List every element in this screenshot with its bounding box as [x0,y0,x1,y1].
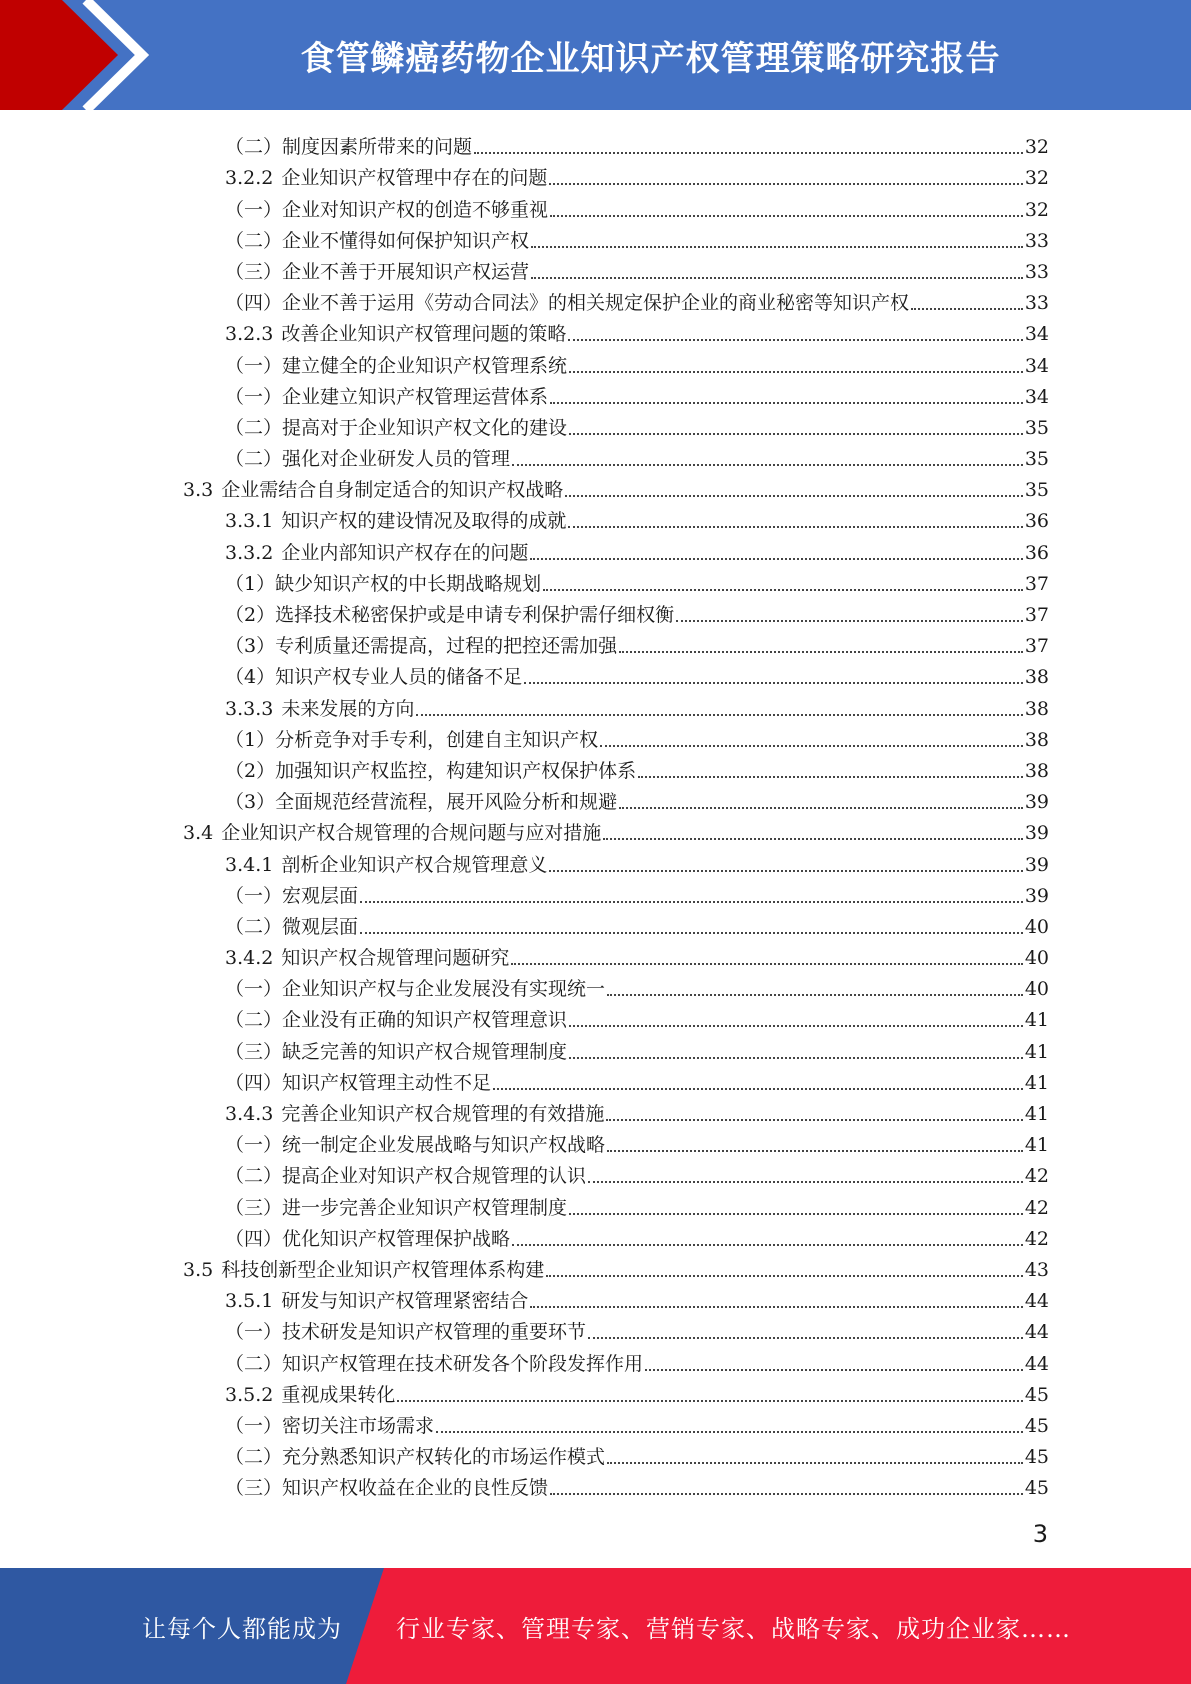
toc-dot-leader [606,1113,1022,1121]
toc-entry[interactable] [0,1282,1191,1313]
toc-entry-page: 41 [1024,1134,1049,1157]
toc-dot-leader [569,1207,1023,1215]
toc-entry-page: 41 [1024,1009,1049,1032]
toc-dot-leader [543,583,1023,591]
toc-entry-page: 40 [1024,915,1049,938]
toc-entry-title: （二）提高对于企业知识产权文化的建设 [225,416,568,439]
toc-entry-title: （一）企业建立知识产权管理运营体系 [225,385,549,408]
toc-entry[interactable] [0,814,1191,845]
toc-dot-leader [546,1269,1023,1277]
toc-dot-leader [569,427,1023,435]
toc-dot-leader [607,1456,1023,1464]
toc-entry-page: 33 [1024,229,1049,252]
table-of-contents [0,128,1191,1500]
toc-entry[interactable] [0,689,1191,720]
toc-entry-title: （3）专利质量还需提高，过程的把控还需加强 [225,635,618,658]
toc-entry-page: 39 [1024,853,1049,876]
toc-entry[interactable] [0,970,1191,1001]
toc-entry-page: 44 [1024,1352,1049,1375]
toc-dot-leader [600,739,1023,747]
toc-dot-leader [619,645,1023,653]
toc-entry[interactable] [0,1407,1191,1438]
toc-entry-title: （一）企业知识产权与企业发展没有实现统一 [225,978,606,1001]
toc-entry-page: 43 [1024,1258,1049,1281]
toc-entry[interactable] [0,502,1191,533]
toc-entry-page: 40 [1024,947,1049,970]
toc-entry-page: 45 [1024,1477,1049,1500]
toc-entry[interactable] [0,1344,1191,1375]
toc-dot-leader [569,1019,1023,1027]
toc-entry[interactable] [0,253,1191,284]
toc-entry-title: （二）提高企业对知识产权合规管理的认识 [225,1165,587,1188]
toc-entry-page: 39 [1024,884,1049,907]
toc-entry-title: 知识产权的建设情况及取得的成就 [281,510,567,533]
toc-entry[interactable] [0,440,1191,471]
toc-dot-leader [607,1144,1023,1152]
chevron-arrow-icon [0,0,160,110]
toc-entry-number: 3.5 [183,1258,214,1281]
toc-entry-number: 3.2.2 [225,167,274,190]
toc-entry-title: （一）建立健全的企业知识产权管理系统 [225,354,568,377]
toc-dot-leader [524,676,1023,684]
toc-entry-title: （四）企业不善于运用《劳动合同法》的相关规定保护企业的商业秘密等知识产权 [225,292,910,315]
toc-entry[interactable] [0,471,1191,502]
toc-entry-title: （一）技术研发是知识产权管理的重要环节 [225,1321,587,1344]
toc-entry-number: 3.4.2 [225,947,274,970]
toc-entry-title: （二）充分熟悉知识产权转化的市场运作模式 [225,1446,606,1469]
toc-entry-page: 42 [1024,1227,1049,1250]
toc-entry-number: 3.4 [183,822,214,845]
toc-entry-page: 42 [1024,1165,1049,1188]
toc-entry-page: 45 [1024,1414,1049,1437]
toc-entry-number: 3.4.3 [225,1103,274,1125]
toc-entry-title: （2）选择技术秘密保护或是申请专利保护需仔细权衡 [225,604,675,626]
toc-entry-page: 45 [1024,1446,1049,1469]
document-title: 食管鳞癌药物企业知识产权管理策略研究报告 [300,38,1001,79]
toc-entry-page: 37 [1024,604,1049,626]
toc-dot-leader [568,333,1022,341]
toc-entry[interactable] [0,658,1191,689]
toc-entry-page: 33 [1024,292,1049,315]
toc-entry[interactable] [0,1313,1191,1344]
toc-entry[interactable] [0,908,1191,939]
toc-entry-page: 32 [1024,198,1049,221]
toc-entry[interactable] [0,533,1191,564]
toc-entry-page: 41 [1024,1071,1049,1094]
toc-entry-number: 3.2.3 [225,323,274,346]
toc-entry-number: 3.3.2 [225,541,274,564]
toc-entry-title: 重视成果转化 [281,1383,396,1406]
toc-entry-page: 37 [1024,572,1049,595]
toc-dot-leader [565,489,1023,497]
toc-entry[interactable] [0,783,1191,814]
toc-entry-page: 39 [1024,822,1049,845]
toc-dot-leader [360,926,1023,934]
toc-entry-page: 38 [1024,666,1049,689]
toc-entry-page: 35 [1024,416,1049,439]
toc-entry-title: 企业需结合自身制定适合的知识产权战略 [221,479,564,502]
toc-entry[interactable] [0,1001,1191,1032]
toc-dot-leader [549,177,1022,185]
toc-entry-title: （一）统一制定企业发展战略与知识产权战略 [225,1134,606,1157]
toc-entry[interactable] [0,346,1191,377]
toc-entry-title: （二）知识产权管理在技术研发各个阶段发挥作用 [225,1352,644,1375]
toc-dot-leader [603,832,1023,840]
toc-entry-title: （1）分析竞争对手专利，创建自主知识产权 [225,728,599,751]
toc-entry-number: 3.3.1 [225,510,274,533]
toc-entry[interactable] [0,1251,1191,1282]
toc-entry-page: 32 [1024,136,1049,159]
toc-dot-leader [512,458,1023,466]
toc-entry-page: 41 [1024,1103,1049,1125]
toc-entry-page: 44 [1024,1321,1049,1344]
toc-entry[interactable] [0,378,1191,409]
toc-entry-page: 34 [1024,323,1049,346]
toc-dot-leader [397,1394,1022,1402]
toc-entry-number: 3.5.2 [225,1383,274,1406]
toc-entry[interactable] [0,190,1191,221]
toc-dot-leader [550,396,1023,404]
toc-dot-leader [493,1082,1023,1090]
toc-entry-title: （三）企业不善于开展知识产权运营 [225,260,530,283]
toc-dot-leader [550,1487,1023,1495]
toc-dot-leader [619,801,1023,809]
toc-entry-title: （二）强化对企业研发人员的管理 [225,448,511,471]
toc-entry-title: （四）优化知识产权管理保护战略 [225,1227,511,1250]
toc-entry[interactable] [0,1126,1191,1157]
toc-entry[interactable] [0,1376,1191,1407]
toc-entry-page: 35 [1024,479,1049,502]
toc-entry-title: （4）知识产权专业人员的储备不足 [225,666,523,689]
toc-dot-leader [549,864,1022,872]
toc-entry-page: 38 [1024,759,1049,782]
toc-entry[interactable] [0,627,1191,658]
toc-dot-leader [569,365,1023,373]
toc-entry[interactable] [0,1469,1191,1500]
toc-entry-page: 36 [1024,541,1049,564]
toc-entry-page: 40 [1024,978,1049,1001]
toc-entry-title: （四）知识产权管理主动性不足 [225,1071,492,1094]
toc-entry-number: 3.3.3 [225,697,274,720]
toc-dot-leader [569,1051,1023,1059]
toc-entry-page: 34 [1024,354,1049,377]
toc-entry-page: 38 [1024,697,1049,720]
toc-entry-title: （一）宏观层面 [225,884,359,907]
toc-dot-leader [638,770,1023,778]
header-banner [0,0,1191,110]
toc-entry-page: 37 [1024,635,1049,658]
toc-entry-number: 3.5.1 [225,1290,274,1313]
toc-entry[interactable] [0,315,1191,346]
toc-entry-title: （三）知识产权收益在企业的良性反馈 [225,1477,549,1500]
toc-entry[interactable] [0,128,1191,159]
toc-dot-leader [911,302,1023,310]
toc-entry-page: 39 [1024,791,1049,814]
toc-entry-title: （3）全面规范经营流程，展开风险分析和规避 [225,791,618,814]
toc-dot-leader [530,1300,1022,1308]
toc-entry[interactable] [0,159,1191,190]
toc-entry-title: （一）密切关注市场需求 [225,1414,435,1437]
toc-entry-page: 36 [1024,510,1049,533]
toc-dot-leader [607,988,1023,996]
toc-entry[interactable] [0,845,1191,876]
toc-entry[interactable] [0,1064,1191,1095]
toc-entry-page: 38 [1024,728,1049,751]
toc-entry[interactable] [0,409,1191,440]
footer-slogan-left: 让每个人都能成为 [142,1614,342,1643]
toc-dot-leader [416,708,1022,716]
toc-entry-title: 企业内部知识产权存在的问题 [281,541,529,564]
toc-entry[interactable] [0,565,1191,596]
toc-dot-leader [474,146,1023,154]
toc-entry-title: 完善企业知识产权合规管理的有效措施 [281,1103,605,1125]
toc-entry[interactable] [0,596,1191,627]
toc-entry-title: （三）缺乏完善的知识产权合规管理制度 [225,1040,568,1063]
toc-entry-title: （二）企业没有正确的知识产权管理意识 [225,1009,568,1032]
toc-dot-leader [512,1238,1023,1246]
toc-entry-title: 企业知识产权管理中存在的问题 [281,167,548,190]
toc-entry[interactable] [0,877,1191,908]
footer-banner [0,1568,1191,1684]
toc-entry-page: 42 [1024,1196,1049,1219]
toc-entry-title: （二）制度因素所带来的问题 [225,136,473,159]
toc-entry-title: （二）企业不懂得如何保护知识产权 [225,229,530,252]
toc-entry[interactable] [0,1188,1191,1219]
toc-entry-page: 45 [1024,1383,1049,1406]
toc-entry-page: 44 [1024,1290,1049,1313]
toc-dot-leader [645,1363,1023,1371]
toc-entry-page: 35 [1024,448,1049,471]
toc-entry-title: 剖析企业知识产权合规管理意义 [281,853,548,876]
toc-dot-leader [676,614,1023,622]
toc-entry-title: （1）缺少知识产权的中长期战略规划 [225,572,542,595]
toc-entry[interactable] [0,939,1191,970]
toc-entry-title: 知识产权合规管理问题研究 [281,947,510,970]
toc-entry-page: 34 [1024,385,1049,408]
toc-entry-title: （2）加强知识产权监控，构建知识产权保护体系 [225,759,637,782]
toc-entry[interactable] [0,752,1191,783]
toc-dot-leader [531,271,1023,279]
toc-dot-leader [531,240,1023,248]
toc-entry[interactable] [0,1438,1191,1469]
toc-entry-number: 3.4.1 [225,853,274,876]
toc-entry-title: 未来发展的方向 [281,697,415,720]
toc-entry-title: （三）进一步完善企业知识产权管理制度 [225,1196,568,1219]
toc-entry-page: 33 [1024,260,1049,283]
toc-entry[interactable] [0,721,1191,752]
footer-slogan-right: 行业专家、管理专家、营销专家、战略专家、成功企业家…… [396,1614,1071,1643]
toc-dot-leader [360,895,1023,903]
toc-entry-title: 企业知识产权合规管理的合规问题与应对措施 [221,822,602,845]
toc-entry[interactable] [0,222,1191,253]
toc-dot-leader [530,552,1022,560]
toc-dot-leader [511,957,1022,965]
toc-entry-title: 科技创新型企业知识产权管理体系构建 [221,1258,545,1281]
page-number: 3 [1032,1520,1048,1548]
toc-entry[interactable] [0,1157,1191,1188]
toc-entry-title: 研发与知识产权管理紧密结合 [281,1290,529,1313]
toc-entry-number: 3.3 [183,479,214,502]
toc-entry[interactable] [0,284,1191,315]
toc-entry[interactable] [0,1220,1191,1251]
toc-entry-title: 改善企业知识产权管理问题的策略 [281,323,567,346]
toc-entry-title: （一）企业对知识产权的创造不够重视 [225,198,549,221]
toc-dot-leader [588,1175,1023,1183]
toc-dot-leader [550,209,1023,217]
toc-dot-leader [568,520,1022,528]
toc-entry[interactable] [0,1032,1191,1063]
toc-entry-page: 32 [1024,167,1049,190]
toc-dot-leader [588,1331,1023,1339]
toc-entry-title: （二）微观层面 [225,915,359,938]
toc-entry[interactable] [0,1095,1191,1126]
toc-dot-leader [436,1425,1023,1433]
toc-entry-page: 41 [1024,1040,1049,1063]
